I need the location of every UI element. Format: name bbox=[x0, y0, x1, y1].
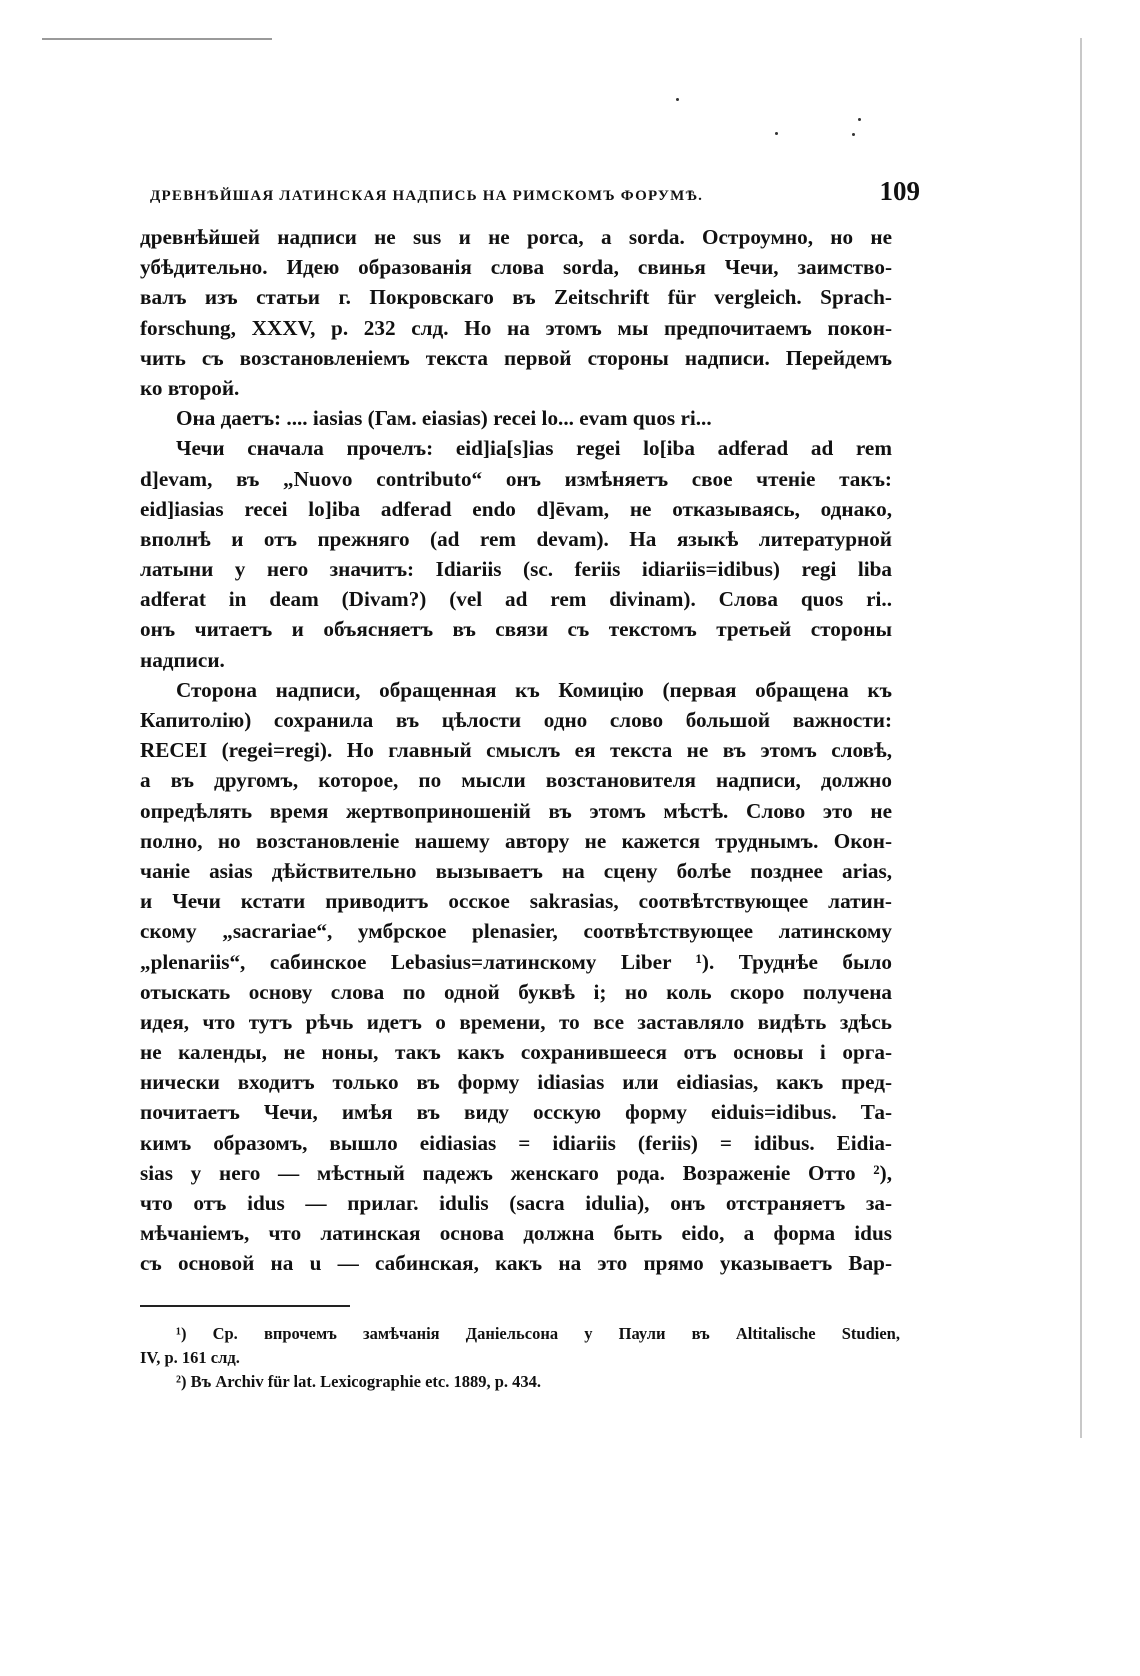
text-line: а въ другомъ, которое, по мысли возстановителя надписи, должно bbox=[140, 768, 892, 793]
text-line: forschung, XXXV, p. 232 слд. Но на этомъ мы предпочитаемъ покон- bbox=[140, 315, 892, 340]
text-line: онъ читаетъ и объясняетъ въ связи съ текстомъ третьей стороны bbox=[140, 617, 892, 642]
text-line: не календы, не ноны, такъ какъ сохранившееся отъ основы i орга- bbox=[140, 1040, 892, 1065]
text-line: ко второй. bbox=[140, 375, 240, 400]
text-line: Капитолію) сохранила въ цѣлости одно слово большой важности: bbox=[140, 708, 892, 732]
scan-speck bbox=[858, 118, 861, 121]
text-line: „plenariis“, сабинское Lebasius=латинскому Liber ¹). Труднѣе было bbox=[140, 949, 892, 974]
text-line: древнѣйшей надписи не sus и не porca, а sorda. Остроумно, но не bbox=[140, 225, 892, 249]
text-line: нически входитъ только въ форму idiasias или eidiasias, какъ пред- bbox=[140, 1070, 892, 1095]
scan-edge-top bbox=[42, 38, 272, 40]
footnotes bbox=[140, 1322, 900, 1394]
text-line: чаніе asias дѣйствительно вызываетъ на сцену болѣе позднее arias, bbox=[140, 858, 892, 883]
text-line: и Чечи кстати приводитъ осское sakrasias, соотвѣтствующее латин- bbox=[140, 889, 892, 914]
text-line: кимъ образомъ, вышло eidiasias = idiariis (feriis) = idibus. Eidia- bbox=[140, 1130, 892, 1155]
text-line: валъ изъ статьи г. Покровскаго въ Zeitschrift für vergleich. Sprach- bbox=[140, 285, 892, 310]
text-line: почитаетъ Чечи, имѣя въ виду осскую форму eiduis=idibus. Та- bbox=[140, 1100, 892, 1125]
text-line: eid]iasias recei lo]iba adferad endo d]ēvam, не отказываясь, однако, bbox=[140, 496, 892, 521]
text-line: съ основой на u — сабинская, какъ на это прямо указываетъ Вар- bbox=[140, 1251, 892, 1276]
footnote-line: ¹) Ср. впрочемъ замѣчанія Даніельсона у Паули въ Altitalische Studien, bbox=[176, 1324, 900, 1343]
text-line: убѣдительно. Идею образованія слова sorda, свинья Чечи, заимство- bbox=[140, 255, 892, 280]
text-line: чить съ возстановленіемъ текста первой стороны надписи. Перейдемъ bbox=[140, 345, 892, 370]
text-line: отыскать основу слова по одной буквѣ i; но коль скоро получена bbox=[140, 979, 892, 1004]
text-line: sias у него — мѣстный падежъ женскаго рода. Возраженіе Отто ²), bbox=[140, 1160, 892, 1185]
text-line: мѣчаніемъ, что латинская основа должна быть eido, а форма idus bbox=[140, 1221, 892, 1246]
text-line: d]evam, въ „Nuovo contributo“ онъ измѣняетъ свое чтеніе такъ: bbox=[140, 466, 892, 491]
scan-speck bbox=[775, 132, 778, 135]
scan-speck bbox=[676, 98, 679, 101]
text-line: adferat in deam (Divam?) (vel ad rem divinam). Слова quos ri.. bbox=[140, 587, 892, 612]
text-line: надписи. bbox=[140, 647, 225, 672]
footnote-line: ²) Въ Archiv für lat. Lexicographie etc. 1889, p. 434. bbox=[176, 1372, 542, 1391]
text-line: Она даетъ: .... iasias (Гам. eiasias) recei lo... evam quos ri... bbox=[176, 406, 712, 431]
text-line: скому „sacrariae“, умбрское plenasier, соотвѣтствующее латинскому bbox=[140, 919, 892, 944]
text-line: вполнѣ и отъ прежняго (ad rem devam). На языкѣ литературной bbox=[140, 526, 892, 551]
text-line: полно, но возстановленіе нашему автору не кажется труднымъ. Окон- bbox=[140, 828, 892, 853]
text-line: Сторона надписи, обращенная къ Комицію (первая обращена къ bbox=[176, 677, 892, 702]
text-line: что отъ idus — прилаг. idulis (sacra idulia), онъ отстраняетъ за- bbox=[140, 1191, 892, 1215]
scan-edge-right bbox=[1080, 38, 1082, 1438]
page-number: 109 bbox=[879, 176, 920, 206]
body-text bbox=[140, 222, 892, 1279]
text-line: идея, что тутъ рѣчь идетъ о времени, то все заставляло видѣть здѣсь bbox=[140, 1009, 892, 1034]
text-line: Чечи сначала прочелъ: eid]ia[s]ias regei lo[iba adferad ad rem bbox=[176, 436, 892, 461]
text-line: латыни у него значитъ: Idiariis (sc. feriis idiariis=idibus) regi liba bbox=[140, 557, 892, 582]
text-line: RECEI (regei=regi). Но главный смыслъ ея текста не въ этомъ словѣ, bbox=[140, 738, 892, 763]
footnote-line: IV, p. 161 слд. bbox=[140, 1348, 240, 1367]
running-title: ДРЕВНѢЙШАЯ ЛАТИНСКАЯ НАДПИСЬ НА РИМСКОМЪ ФОРУМѢ. bbox=[150, 188, 704, 204]
scan-speck bbox=[852, 133, 855, 136]
footnote-rule bbox=[140, 1305, 350, 1307]
running-head bbox=[150, 176, 920, 206]
text-line: опредѣлять время жертвоприношеній въ этомъ мѣстѣ. Слово это не bbox=[140, 798, 892, 823]
